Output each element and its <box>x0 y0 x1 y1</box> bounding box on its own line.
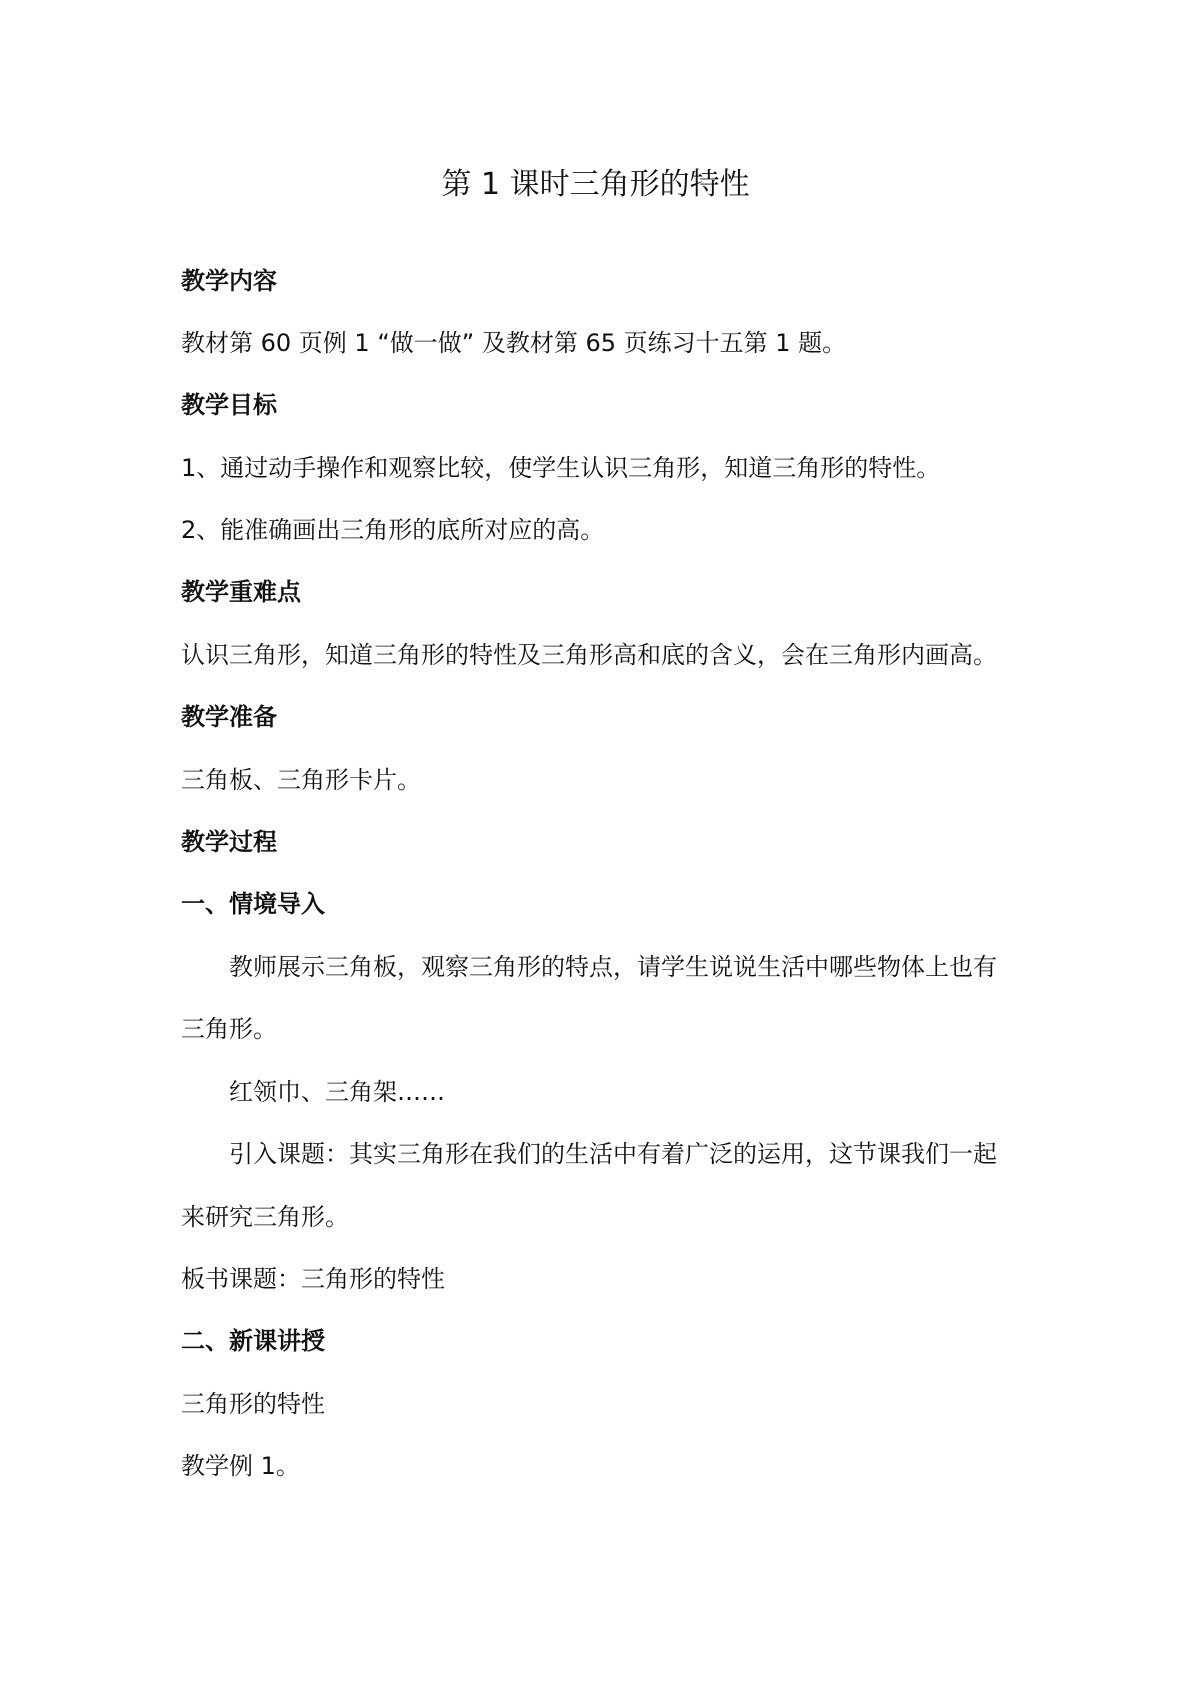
heading-section-2: 二、新课讲授 <box>181 1327 325 1355</box>
heading-teaching-goals: 教学目标 <box>181 391 277 419</box>
page-title: 第 1 课时三角形的特性 <box>441 167 750 202</box>
section-2-paragraph-1: 三角形的特性 <box>181 1390 325 1418</box>
goal-item-2: 2、能准确画出三角形的底所对应的高。 <box>181 516 605 544</box>
heading-key-points: 教学重难点 <box>181 578 301 606</box>
goal-item-1: 1、通过动手操作和观察比较，使学生认识三角形，知道三角形的特性。 <box>181 454 941 482</box>
section-1-paragraph-3-line-2: 来研究三角形。 <box>181 1203 349 1231</box>
section-1-paragraph-4: 板书课题：三角形的特性 <box>181 1265 445 1293</box>
heading-teaching-process: 教学过程 <box>181 828 277 856</box>
section-2-paragraph-2: 教学例 1。 <box>181 1452 300 1480</box>
section-1-paragraph-1-line-1: 教师展示三角板，观察三角形的特点，请学生说说生活中哪些物体上也有 <box>229 953 997 981</box>
section-1-paragraph-1-line-2: 三角形。 <box>181 1015 277 1043</box>
paragraph-key-points: 认识三角形，知道三角形的特性及三角形高和底的含义，会在三角形内画高。 <box>181 641 997 669</box>
heading-teaching-content: 教学内容 <box>181 267 277 295</box>
paragraph-teaching-content: 教材第 60 页例 1 “做一做” 及教材第 65 页练习十五第 1 题。 <box>181 329 847 357</box>
paragraph-preparation: 三角板、三角形卡片。 <box>181 766 421 794</box>
section-1-paragraph-2: 红领巾、三角架…… <box>229 1078 445 1106</box>
heading-preparation: 教学准备 <box>181 703 277 731</box>
section-1-paragraph-3-line-1: 引入课题：其实三角形在我们的生活中有着广泛的运用，这节课我们一起 <box>229 1140 997 1168</box>
heading-section-1: 一、情境导入 <box>181 890 325 918</box>
